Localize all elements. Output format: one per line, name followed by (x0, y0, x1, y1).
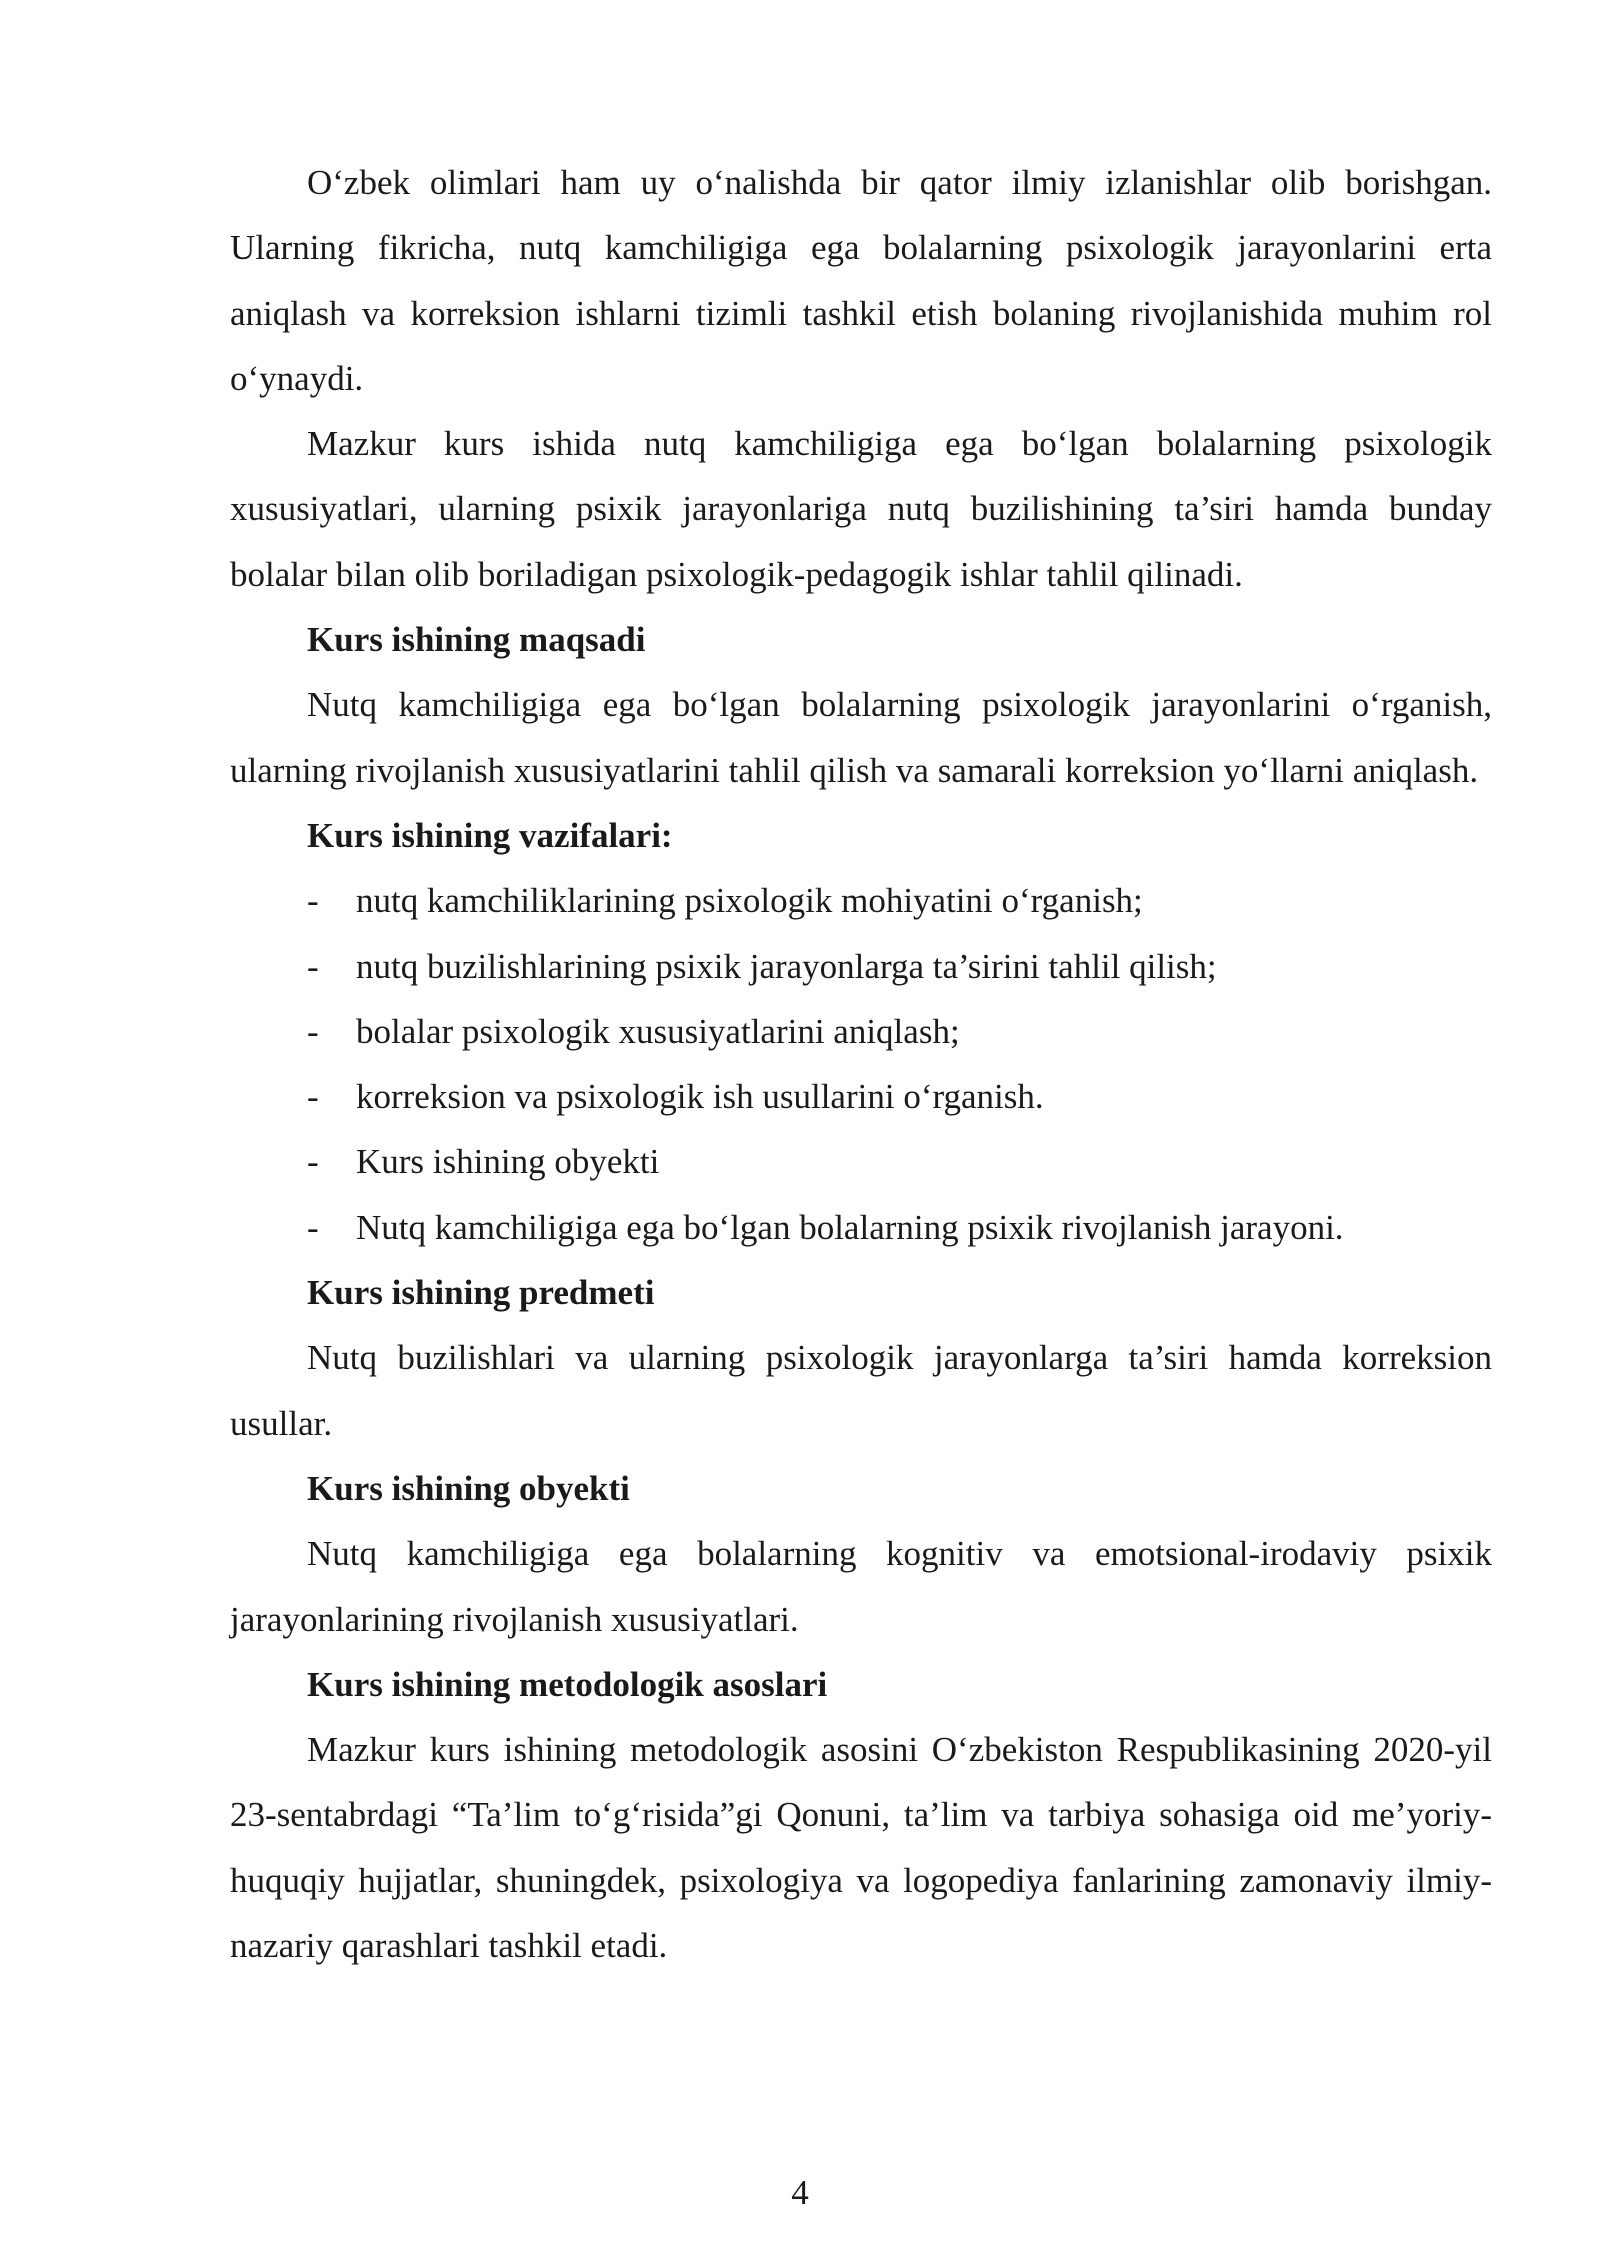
list-item (230, 1064, 1492, 1129)
list-item (230, 999, 1492, 1064)
list-item-text: nutq kamchiliklarining psixologik mohiyatini o‘rganish; (356, 881, 1143, 921)
list-item-text: bolalar psixologik xususiyatlarini aniqlash; (356, 1011, 960, 1051)
text-obyekt: Nutq kamchiligiga ega bolalarning kognitiv va emotsional-irodaviy psixik jarayonlarining rivojlanish xususiyatlari. (230, 1534, 1492, 1639)
list-item (230, 1129, 1492, 1194)
text-maqsad: Nutq kamchiligiga ega bo‘lgan bolalarning psixologik jarayonlarini o‘rganish, ularning rivojlanish xususiyatlarini tahlil qilish va samarali korreksion yo‘llarni aniqlash. (230, 685, 1492, 790)
dash-bullet: - (307, 881, 319, 921)
heading-vazifalar: Kurs ishining vazifalari: (307, 815, 673, 855)
list-item-text: Kurs ishining obyekti (356, 1142, 660, 1182)
intro-paragraph-1: O‘zbek olimlari ham uy o‘nalishda bir qator ilmiy izlanishlar olib borishgan. Ularning fikricha, nutq kamchiligiga ega bolalarning psixologik jarayonlarini erta aniqlash va korreksion ishlarni tizimli tashkil etish bolaning rivojlanishida muhim rol o‘ynaydi. (230, 163, 1492, 398)
intro-paragraph-2: Mazkur kurs ishida nutq kamchiligiga ega bo‘lgan bolalarning psixologik xususiyatlari, ularning psixik jarayonlariga nutq buzilishining ta’siri hamda bunday bolalar bilan olib boriladigan psixologik-pedagogik ishlar tahlil qilinadi. (230, 424, 1492, 594)
list-item (230, 868, 1492, 933)
dash-bullet: - (307, 1011, 319, 1051)
document-page (230, 150, 1492, 1978)
dash-bullet: - (307, 946, 319, 986)
text-predmet: Nutq buzilishlari va ularning psixologik jarayonlarga ta’siri hamda korreksion usullar. (230, 1338, 1492, 1443)
list-item (230, 934, 1492, 999)
page-number: 4 (791, 2173, 809, 2212)
dash-bullet: - (307, 1142, 319, 1182)
list-item (230, 1195, 1492, 1260)
heading-metodologiya: Kurs ishining metodologik asoslari (307, 1664, 828, 1704)
text-metodologiya: Mazkur kurs ishining metodologik asosini O‘zbekiston Respublikasining 2020-yil 23-sentabrdagi “Ta’lim to‘g‘risida”gi Qonuni, ta’lim va tarbiya sohasiga oid me’yoriy-huquqiy hujjatlar, shuningdek, psixologiya va logopediya fanlarining zamonaviy ilmiy-nazariy qarashlari tashkil etadi. (230, 1730, 1492, 1966)
dash-bullet: - (307, 1207, 319, 1247)
heading-maqsad: Kurs ishining maqsadi (307, 620, 646, 660)
list-item-text: nutq buzilishlarining psixik jarayonlarga ta’sirini tahlil qilish; (356, 946, 1217, 986)
heading-predmet: Kurs ishining predmeti (307, 1273, 655, 1313)
dash-bullet: - (307, 1077, 319, 1117)
heading-obyekt: Kurs ishining obyekti (307, 1468, 630, 1508)
list-item-text: Nutq kamchiligiga ega bo‘lgan bolalarning psixik rivojlanish jarayoni. (356, 1207, 1344, 1247)
vazifalar-list (230, 868, 1492, 1260)
list-item-text: korreksion va psixologik ish usullarini o‘rganish. (356, 1077, 1044, 1117)
